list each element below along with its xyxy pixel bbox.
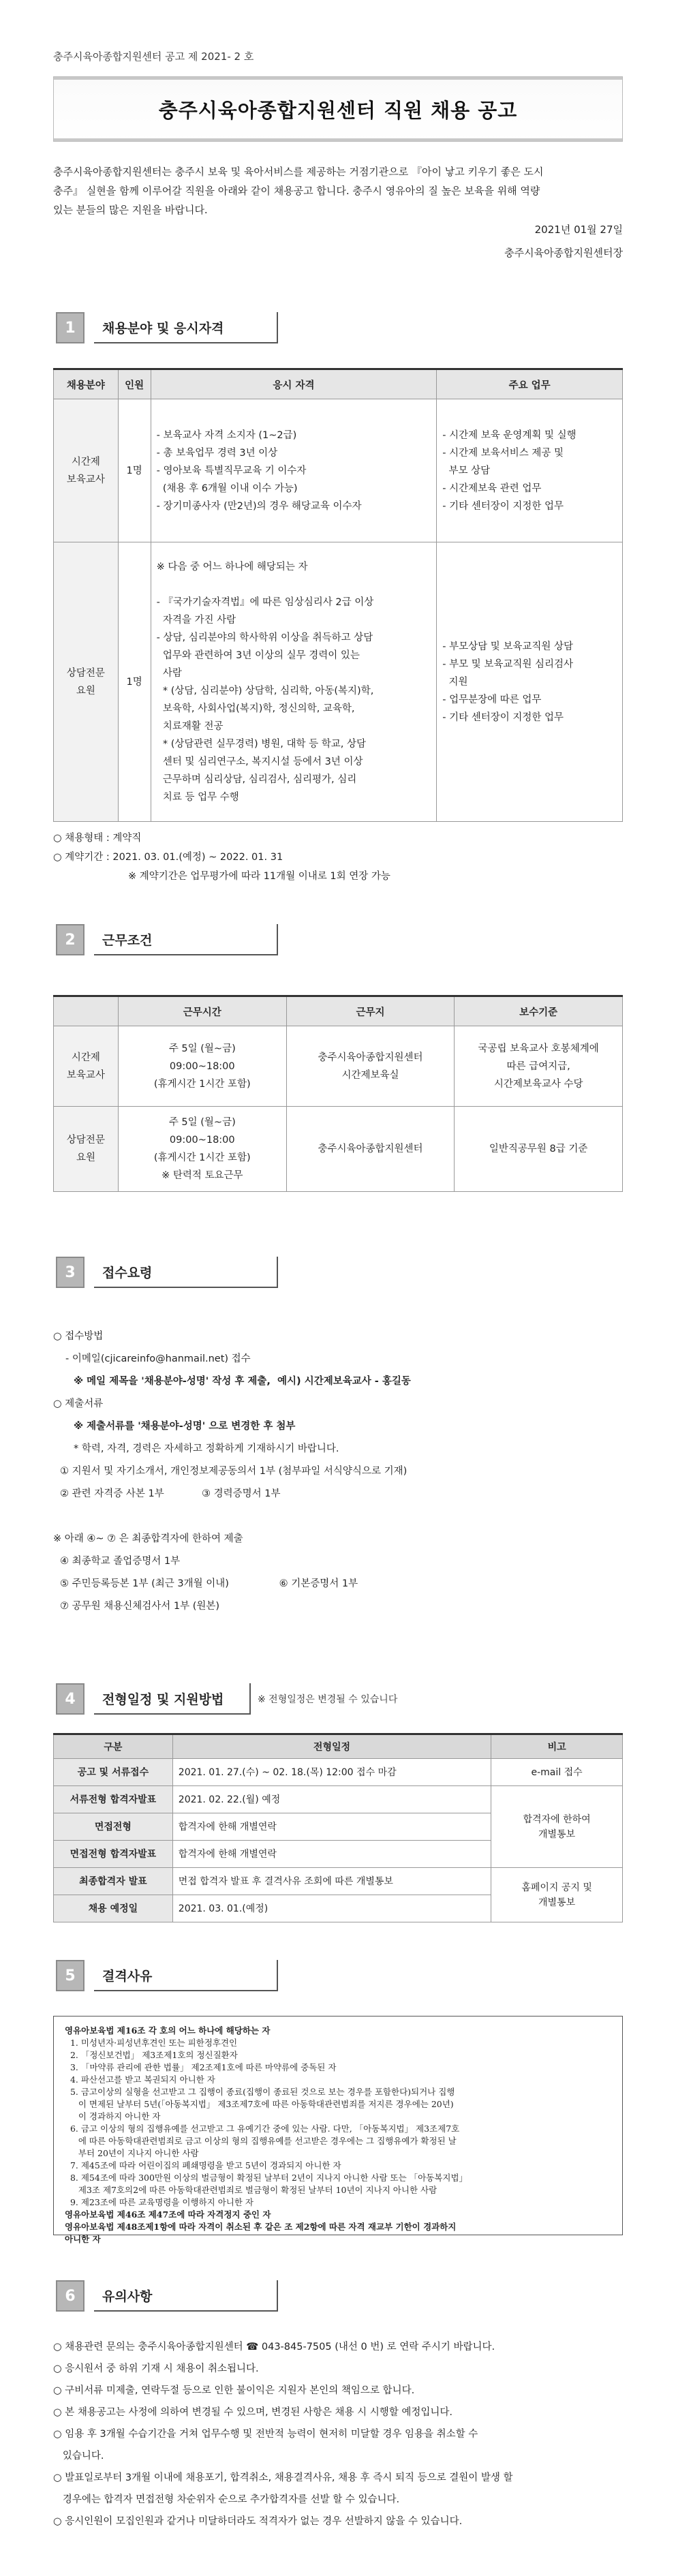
qualification-line: 치료재활 전공 <box>156 720 224 732</box>
notice-line: ○ 본 채용공고는 사정에 의하여 변경될 수 있으며, 변경된 사항은 채용 시 시행할 예정입니다. <box>53 2407 453 2418</box>
notice-line: ○ 임용 후 3개월 수습기간을 거쳐 업무수행 및 전반적 능력이 현저히 미달할 경우 임용을 취소할 수 <box>53 2429 478 2440</box>
col-header: 구분 <box>54 1734 173 1759</box>
note-cell: e-mail 접수 <box>491 1759 623 1786</box>
time-cell <box>118 1026 286 1107</box>
section-number: 1 <box>56 312 84 343</box>
disqualification-line: 1. 미성년자·피성년후견인 또는 피한정후견인 <box>65 2038 238 2048</box>
col-header: 전형일정 <box>172 1734 491 1759</box>
stage-cell: 면접전형 <box>54 1813 173 1841</box>
page-title: 충주시육아종합지원센터 직원 채용 공고 <box>158 98 518 122</box>
section-number: 5 <box>56 1960 84 1991</box>
qualification-line: 자격을 가진 사람 <box>156 614 236 626</box>
place-line: 시간제보육실 <box>341 1069 399 1081</box>
schedule-cell: 합격자에 한해 개별연락 <box>172 1841 491 1868</box>
schedule-cell: 2021. 02. 22.(월) 예정 <box>172 1786 491 1813</box>
time-line: 주 5일 (월~금) <box>168 1043 236 1054</box>
reception-line: ○ 제출서류 <box>53 1398 104 1409</box>
col-header: 주요 업무 <box>437 369 623 399</box>
schedule-table <box>53 1733 623 1922</box>
qualification-line: 사람 <box>156 667 182 679</box>
duty-line: - 시간제 보육서비스 제공 및 <box>442 447 564 459</box>
section-header-6 <box>56 2280 278 2312</box>
reception-line: ② 관련 자격증 사본 1부 ③ 경력증명서 1부 <box>60 1488 281 1499</box>
disqualification-line: 2. 「정신보건법」 제3조제1호의 정신질환자 <box>65 2050 238 2060</box>
intro-line: 충주』 실현을 함께 이루어갈 직원을 아래와 같이 채용공고 합니다. 충주시 영유아의 질 높은 보육을 위해 역량 <box>53 185 540 197</box>
reception-line: ※ 제출서류를 '채용분야-성명' 으로 변경한 후 첨부 <box>74 1421 296 1432</box>
work-conditions-table <box>53 995 623 1192</box>
stage-cell: 공고 및 서류접수 <box>54 1759 173 1786</box>
disqualification-box <box>53 2016 623 2244</box>
notice-line: ○ 채용관련 문의는 충주시육아종합지원센터 ☎ 043-845-7505 (내선 0 번) 로 연락 주시기 바랍니다. <box>53 2342 495 2352</box>
notices-list <box>53 2336 623 2532</box>
time-line: 09:00~18:00 <box>169 1060 235 1072</box>
disqualification-line: 제3조 제7호의2에 따른 아동학대관련범죄로 벌금형이 확정된 날부터 10년이 지나지 아니한 사람 <box>65 2185 437 2195</box>
qualification-line: ※ 다음 중 어느 하나에 해당되는 자 <box>156 561 308 572</box>
table-row <box>54 1868 623 1895</box>
section-label: 결격사유 <box>94 1960 278 1991</box>
field-cell: 시간제 보육교사 <box>54 1026 119 1107</box>
section-header-3 <box>56 1257 278 1288</box>
qualification-line: 업무와 관련하여 3년 이상의 실무 경력이 있는 <box>156 649 360 661</box>
title-bottom-rule <box>54 138 622 141</box>
table-row <box>54 1759 623 1786</box>
place-cell <box>286 1107 455 1192</box>
disqualification-line: 7. 제45조에 따라 어린이집의 폐쇄명령을 받고 5년이 경과되지 아니한 자 <box>65 2160 341 2171</box>
disqualification-line: 아니한 자 <box>65 2234 101 2244</box>
table-row <box>54 1026 623 1107</box>
time-line: 주 5일 (월~금) <box>168 1117 236 1128</box>
table-row <box>54 399 623 542</box>
note-cell: 합격자에 한하여 개별통보 <box>491 1786 623 1868</box>
intro-paragraph <box>53 162 623 219</box>
count-cell: 1명 <box>118 542 151 822</box>
reception-line <box>53 1505 623 1528</box>
reception-line: ※ 아래 ④~ ⑦ 은 최종합격자에 한하여 제출 <box>53 1533 243 1544</box>
disqualification-line: 에 따른 아동학대관련범죄로 금고 이상의 형의 집행유예를 선고받은 경우에는 그 집행유예가 확정된 날 <box>65 2136 457 2146</box>
section-label: 유의사항 <box>94 2280 278 2312</box>
disqualification-line: 부터 20년이 지나지 아니한 사람 <box>65 2148 199 2158</box>
notice-line: 경우에는 합격자 면접전형 차순위자 순으로 추가합격자를 선발 할 수 있습니다. <box>53 2494 400 2505</box>
time-line: (휴게시간 1시간 포함) <box>153 1078 251 1090</box>
disqualification-line: 6. 금고 이상의 형의 집행유예를 선고받고 그 유예기간 중에 있는 사람. 다만, 「아동복지법」 제3조제7호 <box>65 2123 460 2134</box>
qualification-line: - 장기미종사자 (만2년)의 경우 해당교육 이수자 <box>156 500 362 512</box>
disqualification-line: 이 경과하지 아니한 자 <box>65 2111 161 2121</box>
section-header-1 <box>56 312 278 343</box>
section-label: 채용분야 및 응시자격 <box>94 312 278 343</box>
qualification-line: 센터 및 심리연구소, 복지시설 등에서 3년 이상 <box>156 756 363 767</box>
reception-line: ⑦ 공무원 채용신체검사서 1부 (원본) <box>60 1601 220 1612</box>
section-label: 접수요령 <box>94 1257 278 1288</box>
qualification-line: * (상담, 심리분야) 상담학, 심리학, 아동(복지)학, <box>156 685 374 696</box>
reception-line: ○ 접수방법 <box>53 1331 104 1342</box>
section-header-4 <box>56 1683 397 1715</box>
qualification-line: 치료 등 업무 수행 <box>156 791 239 803</box>
duty-line: - 시간제보육 관련 업무 <box>442 482 542 494</box>
contract-note: ※ 계약기간은 업무평가에 따라 11개월 이내로 1회 연장 가능 <box>128 871 390 882</box>
reception-line: - 이메일(cjicareinfo@hanmail.net) 접수 <box>65 1353 251 1364</box>
duty-line: - 업무분장에 따른 업무 <box>442 694 542 705</box>
field-cell: 상담전문 요원 <box>54 542 119 822</box>
document-number: 충주시육아종합지원센터 공고 제 2021- 2 호 <box>53 50 254 63</box>
duty-line: - 부모 및 보육교직원 심리검사 <box>442 658 574 670</box>
stage-cell: 서류전형 합격자발표 <box>54 1786 173 1813</box>
reception-line: ※ 메일 제목을 '채용분야-성명' 작성 후 제출, 예시) 시간제보육교사 - 홍길동 <box>74 1376 411 1387</box>
employment-info <box>53 829 623 886</box>
duty-line: - 기타 센터장이 지정한 업무 <box>442 500 564 512</box>
time-line: ※ 탄력적 토요근무 <box>162 1170 243 1181</box>
qualification-line: * (상담관련 실무경력) 병원, 대학 등 학교, 상담 <box>156 738 367 750</box>
notice-line: ○ 응시원서 중 하위 기재 시 채용이 취소됩니다. <box>53 2363 259 2374</box>
qualification-cell <box>151 542 437 822</box>
disqualification-line: 이 면제된 날부터 5년(「아동복지법」 제3조제7호에 따른 아동학대관련범죄를 저지른 경우에는 20년) <box>65 2099 454 2109</box>
notice-line: 있습니다. <box>53 2451 104 2462</box>
pay-line: 일반직공무원 8급 기준 <box>489 1144 588 1154</box>
intro-line: 있는 분들의 많은 지원을 바랍니다. <box>53 204 208 216</box>
qualification-line: 보육학, 사회사업(복지)학, 정신의학, 교육학, <box>156 703 355 714</box>
intro-line: 충주시육아종합지원센터는 충주시 보육 및 육아서비스를 제공하는 거점기관으로 『아이 낳고 키우기 좋은 도시 <box>53 166 544 178</box>
announcement-org: 충주시육아종합지원센터장 <box>504 247 623 259</box>
section-label: 근무조건 <box>94 924 278 955</box>
section-note: ※ 전형일정은 변경될 수 있습니다 <box>258 1694 398 1705</box>
note-cell: 홈페이지 공지 및 개별통보 <box>491 1868 623 1922</box>
qualification-line: - 상담, 심리분야의 학사학위 이상을 취득하고 상담 <box>156 632 373 643</box>
section-number: 6 <box>56 2280 84 2312</box>
qualification-cell <box>151 399 437 542</box>
count-cell: 1명 <box>118 399 151 542</box>
qualification-line: - 영아보육 특별직무교육 기 이수자 <box>156 465 307 476</box>
field-cell: 시간제 보육교사 <box>54 399 119 542</box>
section-number: 4 <box>56 1683 84 1715</box>
time-line: (휴게시간 1시간 포함) <box>153 1152 251 1163</box>
col-header: 근무시간 <box>118 996 286 1026</box>
schedule-cell: 2021. 03. 01.(예정) <box>172 1895 491 1922</box>
notice-line: ○ 발표일로부터 3개월 이내에 채용포기, 합격취소, 채용결격사유, 채용 후 즉시 퇴직 등으로 결원이 발생 할 <box>53 2472 513 2483</box>
positions-table <box>53 368 623 822</box>
contract-period: ○ 계약기간 : 2021. 03. 01.(예정) ~ 2022. 01. 31 <box>53 852 283 863</box>
table-row <box>54 1107 623 1192</box>
disqualification-line: 영유아보육법 제48조제1항에 따라 자격이 취소된 후 같은 조 제2항에 따른 자격 재교부 기한이 경과하지 <box>65 2222 457 2232</box>
disqualification-line: 8. 제54조에 따라 300만원 이상의 벌금형이 확정된 날부터 2년이 지나지 아니한 사람 또는 「아동복지법」 <box>65 2173 468 2183</box>
pay-cell <box>455 1026 623 1107</box>
schedule-cell: 면접 합격자 발표 후 결격사유 조회에 따른 개별통보 <box>172 1868 491 1895</box>
stage-cell: 채용 예정일 <box>54 1895 173 1922</box>
time-line: 09:00~18:00 <box>169 1135 235 1146</box>
disqualification-line: 3. 「마약류 관리에 관한 법률」 제2조제1호에 따른 마약류에 중독된 자 <box>65 2062 337 2072</box>
col-header: 인원 <box>118 369 151 399</box>
col-header <box>54 996 119 1026</box>
reception-line: ① 지원서 및 자기소개서, 개인정보제공동의서 1부 (첨부파일 서식양식으로 기재) <box>60 1466 408 1477</box>
employment-type: ○ 채용형태 : 계약직 <box>53 833 142 844</box>
col-header: 근무지 <box>286 996 455 1026</box>
qualification-line: 근무하며 심리상담, 심리검사, 심리평가, 심리 <box>156 773 357 785</box>
col-header: 비고 <box>491 1734 623 1759</box>
qualification-line <box>157 576 431 594</box>
reception-info <box>53 1325 623 1618</box>
announcement-date: 2021년 01월 27일 <box>534 224 623 236</box>
schedule-cell: 합격자에 한해 개별연락 <box>172 1813 491 1841</box>
place-cell <box>286 1026 455 1107</box>
stage-cell: 최종합격자 발표 <box>54 1868 173 1895</box>
table-row <box>54 542 623 822</box>
section-header-2 <box>56 924 278 955</box>
disqualification-line: 9. 제23조에 따른 교육명령을 이행하지 아니한 자 <box>65 2197 253 2207</box>
col-header: 응시 자격 <box>151 369 437 399</box>
section-header-5 <box>56 1960 278 1991</box>
disqualification-line: 영유아보육법 제46조 제47조에 따라 자격정지 중인 자 <box>65 2209 271 2220</box>
pay-line: 시간제보육교사 수당 <box>493 1078 583 1090</box>
duties-cell <box>437 399 623 542</box>
notice-line: ○ 구비서류 미제출, 연락두절 등으로 인한 불이익은 지원자 본인의 책임으로 합니다. <box>53 2385 415 2396</box>
title-box <box>53 76 623 142</box>
duties-cell <box>437 542 623 822</box>
stage-cell: 면접전형 합격자발표 <box>54 1841 173 1868</box>
place-line: 충주시육아종합지원센터 <box>318 1052 423 1063</box>
notice-line: ○ 응시인원이 모집인원과 같거나 미달하더라도 적격자가 없는 경우 선발하지 않을 수 있습니다. <box>53 2516 463 2527</box>
disqualification-line: 5. 금고이상의 실형을 선고받고 그 집행이 종료(집행이 종료된 것으로 보는 경우를 포함한다)되거나 집행 <box>65 2087 455 2097</box>
duty-line: 지원 <box>442 676 468 688</box>
disqualification-line: 4. 파산선고를 받고 복권되지 아니한 자 <box>65 2074 215 2085</box>
time-cell <box>118 1107 286 1192</box>
qualification-line: - 『국가기술자격법』에 따른 임상심리사 2급 이상 <box>156 596 374 608</box>
duty-line: - 시간제 보육 운영계획 및 실행 <box>442 429 577 441</box>
qualification-line: (채용 후 6개월 이내 이수 가능) <box>156 482 298 494</box>
col-header: 채용분야 <box>54 369 119 399</box>
pay-cell <box>455 1107 623 1192</box>
place-line: 충주시육아종합지원센터 <box>318 1144 423 1154</box>
schedule-cell: 2021. 01. 27.(수) ~ 02. 18.(목) 12:00 접수 마감 <box>172 1759 491 1786</box>
pay-line: 따른 급여지급, <box>506 1060 570 1072</box>
table-row <box>54 1786 623 1813</box>
disqualification-line: 영유아보육법 제16조 각 호의 어느 하나에 해당하는 자 <box>65 2025 271 2036</box>
pay-line: 국공립 보육교사 호봉체계에 <box>478 1043 599 1054</box>
field-cell: 상담전문 요원 <box>54 1107 119 1192</box>
section-number: 3 <box>56 1257 84 1288</box>
reception-line: ⑤ 주민등록등본 1부 (최근 3개월 이내) ⑥ 기본증명서 1부 <box>60 1578 358 1589</box>
reception-line: ④ 최종학교 졸업증명서 1부 <box>60 1556 181 1567</box>
section-number: 2 <box>56 924 84 955</box>
reception-line: * 학력, 자격, 경력은 자세하고 정확하게 기재하시기 바랍니다. <box>74 1443 339 1454</box>
col-header: 보수기준 <box>455 996 623 1026</box>
qualification-line: - 총 보육업무 경력 3년 이상 <box>156 447 278 459</box>
qualification-line: - 보육교사 자격 소지자 (1~2급) <box>156 429 297 441</box>
duty-line: - 부모상담 및 보육교직원 상담 <box>442 641 574 652</box>
title-top-rule <box>54 77 622 80</box>
duty-line: - 기타 센터장이 지정한 업무 <box>442 711 564 723</box>
section-label: 전형일정 및 지원방법 <box>94 1683 251 1715</box>
duty-line: 부모 상담 <box>442 465 491 476</box>
